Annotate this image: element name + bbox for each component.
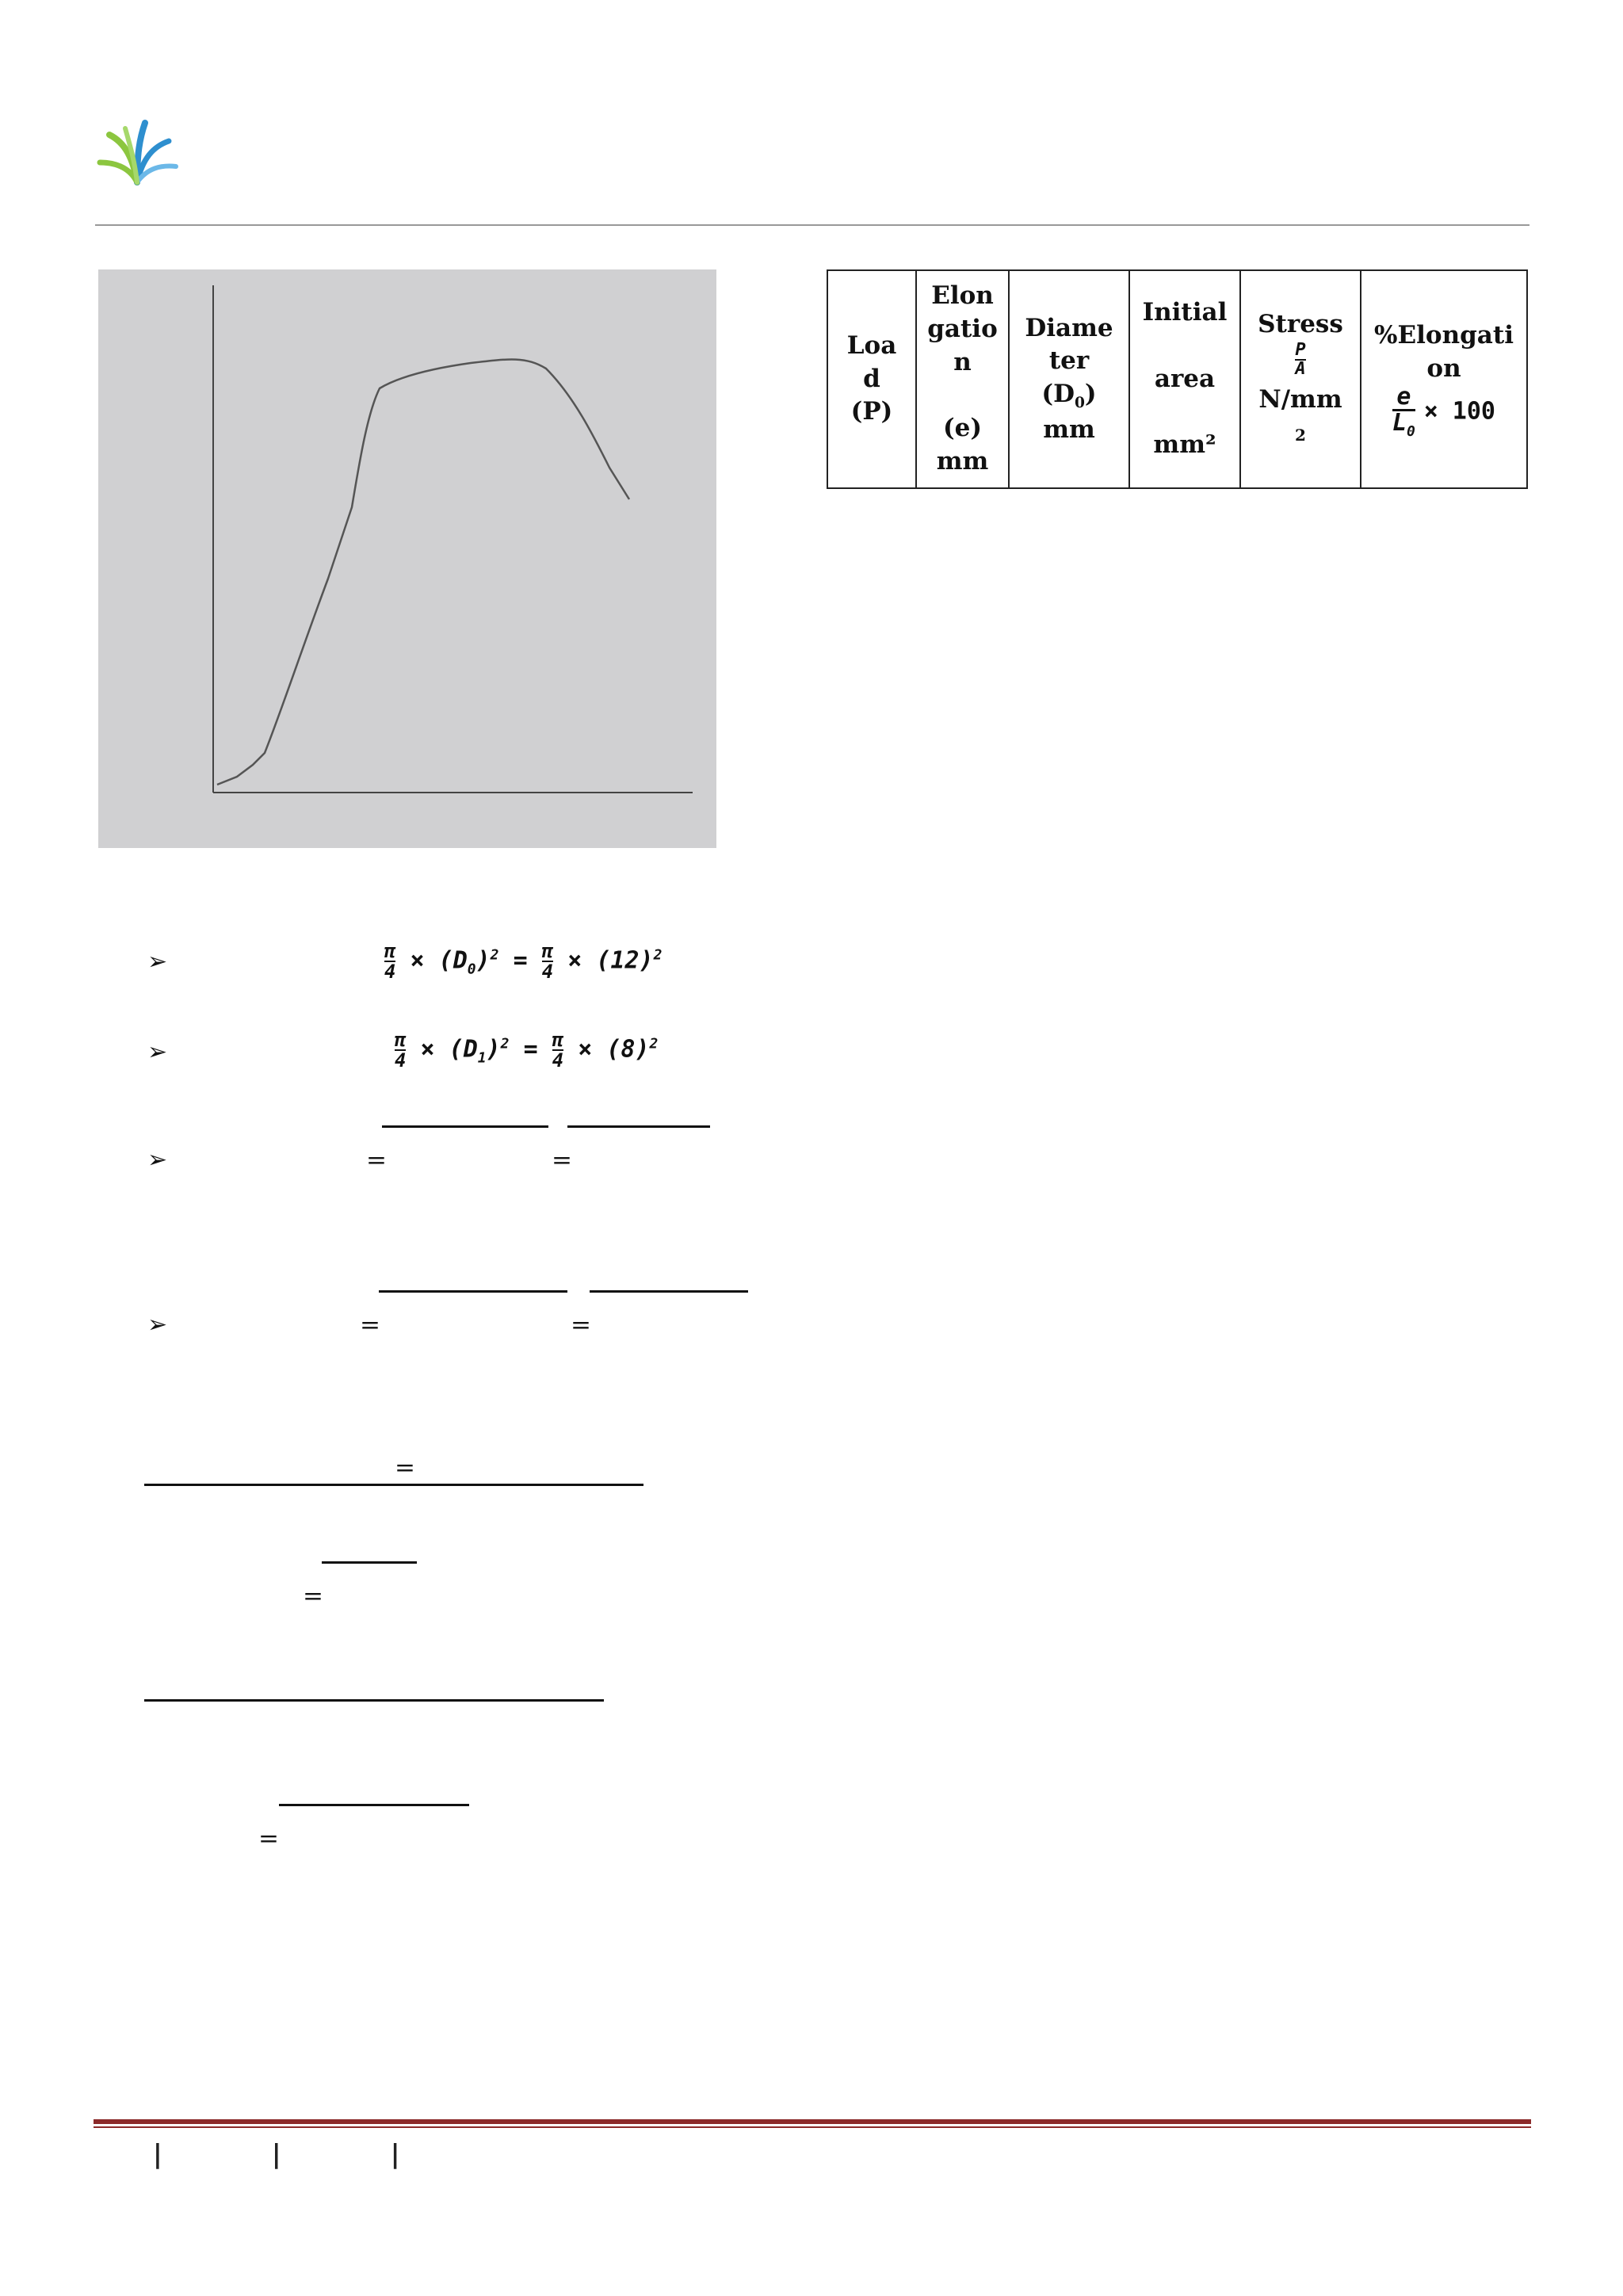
elongation-value-denominator	[322, 1564, 417, 1568]
tensile-value-numerator	[567, 1122, 710, 1128]
tensile-value-fraction	[567, 1122, 710, 1133]
tensile-numerator	[382, 1122, 548, 1128]
equals-sign: =	[366, 1146, 387, 1175]
elongation-denominator	[144, 1486, 643, 1491]
elongation-value-numerator	[322, 1558, 417, 1564]
yield-value-numerator	[590, 1287, 748, 1293]
graph-svg	[98, 269, 716, 848]
arrow-bullet-icon: ➢	[147, 1038, 168, 1066]
reduction-numerator	[144, 1696, 604, 1702]
yield-value-denominator	[590, 1293, 748, 1297]
yield-numerator	[379, 1287, 567, 1293]
header-initial-area: Initial area mm²	[1129, 270, 1240, 488]
reduction-value-fraction	[279, 1801, 469, 1811]
results-table	[827, 269, 1528, 489]
header-stress: Stress $\frac{P}{A}$ N/mm 2	[1240, 270, 1361, 488]
reduction-denominator	[144, 1702, 604, 1706]
yield-denominator	[379, 1293, 567, 1297]
elongation-numerator	[144, 1480, 643, 1486]
load-displacement-graph	[98, 269, 716, 848]
reduction-fraction	[144, 1696, 604, 1706]
final-area-formula: $\frac{\pi}{4}$ × $(D_1)^2$ = $\frac{\pi}{4}$ × $(8)^2$	[395, 1029, 659, 1072]
equals-sign: =	[395, 1454, 415, 1482]
equals-sign: =	[571, 1311, 591, 1339]
footer-rule	[94, 2119, 1531, 2124]
tensile-fraction	[382, 1122, 548, 1133]
equals-sign: =	[552, 1146, 572, 1175]
initial-area-formula: $\frac{\pi}{4}$ × $(D_0)^2$ = $\frac{\pi}{4}$ × $(12)^2$	[384, 940, 663, 983]
tensile-value-denominator	[567, 1128, 710, 1133]
header-diameter: Diame ter $(D_0)$ mm	[1009, 270, 1129, 488]
header-percent-elongation: %Elongati on $\frac{e}{L_0}$ × 100	[1361, 270, 1527, 488]
tensile-denominator	[382, 1128, 548, 1133]
header-rule	[95, 224, 1529, 226]
yield-value-fraction	[590, 1287, 748, 1297]
reduction-value-denominator	[279, 1806, 469, 1811]
header-load: Loa d (P)	[827, 270, 916, 488]
irjet-logo-icon	[94, 119, 181, 210]
yield-fraction	[379, 1287, 567, 1297]
equals-sign: =	[258, 1824, 279, 1853]
arrow-bullet-icon: ➢	[147, 1146, 168, 1174]
arrow-bullet-icon: ➢	[147, 1311, 168, 1339]
header-elongation: Elon gatio n (e) mm	[916, 270, 1009, 488]
arrow-bullet-icon: ➢	[147, 948, 168, 976]
reduction-value-numerator	[279, 1801, 469, 1806]
elongation-value-fraction	[322, 1558, 417, 1568]
footer-rule-thin	[94, 2126, 1531, 2128]
elongation-fraction	[144, 1480, 643, 1491]
footer: | | |	[98, 2138, 446, 2169]
table-header-row	[827, 270, 1527, 488]
equals-sign: =	[303, 1582, 323, 1610]
equals-sign: =	[360, 1311, 380, 1339]
